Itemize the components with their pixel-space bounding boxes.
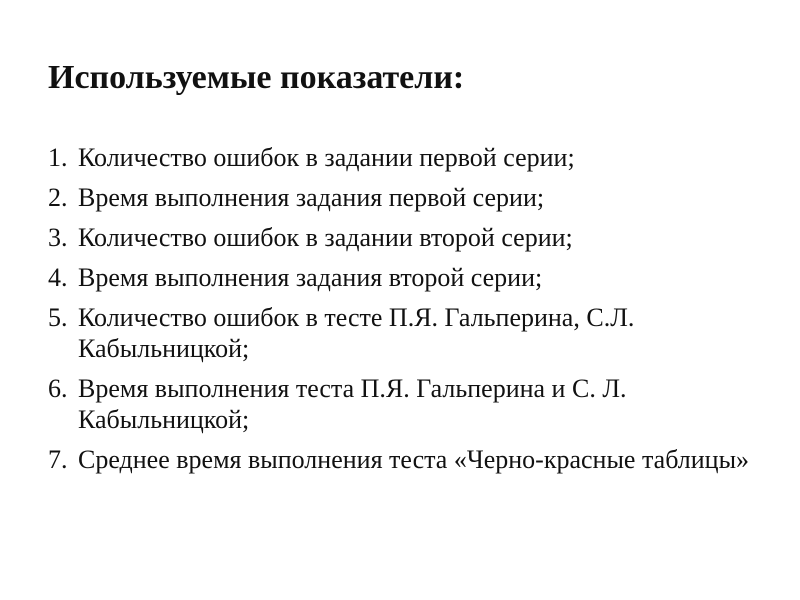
item-number: 3. xyxy=(48,223,68,252)
list-item xyxy=(48,142,768,173)
item-text: Количество ошибок в задании первой серии; xyxy=(78,143,575,172)
list-item xyxy=(48,262,768,293)
item-number: 6. xyxy=(48,374,68,403)
list-item xyxy=(48,222,768,253)
indicator-list xyxy=(48,142,768,484)
item-text: Время выполнения задания первой серии; xyxy=(78,183,545,212)
item-number: 4. xyxy=(48,263,68,292)
list-item xyxy=(48,182,768,213)
item-text: Среднее время выполнения теста «Черно-красные таблицы» xyxy=(78,445,750,474)
item-text: Время выполнения задания второй серии; xyxy=(78,263,543,292)
item-text: Время выполнения теста П.Я. Гальперина и С. Л. Кабыльницкой; xyxy=(78,374,627,434)
item-text: Количество ошибок в тесте П.Я. Гальперина, С.Л. Кабыльницкой; xyxy=(78,303,635,363)
list-item xyxy=(48,373,768,435)
item-number: 5. xyxy=(48,303,68,332)
list-item xyxy=(48,444,768,475)
item-text: Количество ошибок в задании второй серии; xyxy=(78,223,573,252)
slide-title: Используемые показатели: xyxy=(48,59,465,96)
list-item xyxy=(48,302,768,364)
item-number: 2. xyxy=(48,183,68,212)
item-number: 1. xyxy=(48,143,68,172)
item-number: 7. xyxy=(48,445,68,474)
